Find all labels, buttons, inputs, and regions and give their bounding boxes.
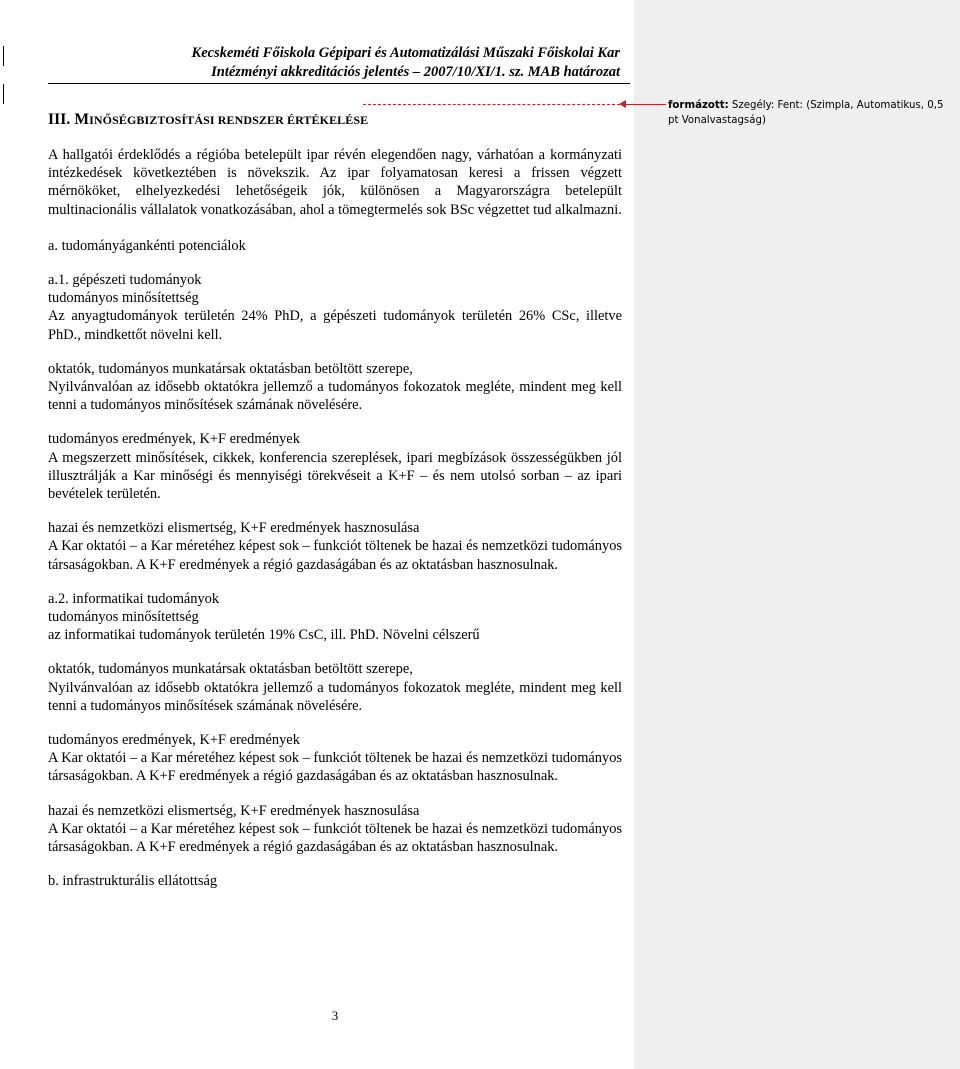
document-body [48, 146, 622, 891]
balloon-label: formázott: [668, 100, 729, 111]
section-title-text: INŐSÉGBIZTOSÍTÁSI RENDSZER ÉRTÉKELÉSE [89, 113, 369, 127]
change-bar [3, 84, 4, 104]
a2-results-text: A Kar oktatói – a Kar méretéhez képest sok – funkciót töltenek be hazai és nemzetközi tudományos társaságokban. A K+F eredmények a régió gazdaságában és az oktatásban hasznosulnak. [48, 750, 622, 785]
page-number: 3 [331, 1008, 339, 1023]
header-line-2: Intézményi akkreditációs jelentés – 2007/10/XI/1. sz. MAB határozat [211, 64, 620, 80]
section-title [48, 111, 368, 129]
a1-qualification-text: Az anyagtudományok területén 24% PhD, a gépészeti tudományok területén 26% CSc, illetve PhD., mindkettőt növelni kell. [48, 308, 622, 343]
a2-qualification-text: az informatikai tudományok területén 19% CsC, ill. PhD. Növelni célszerű [48, 627, 480, 644]
balloon-connector-line [363, 104, 625, 106]
a1-recognition-heading: hazai és nemzetközi elismertség, K+F eredmények hasznosulása [48, 520, 420, 537]
header-rule [48, 83, 630, 84]
a1-staff-heading: oktatók, tudományos munkatársak oktatásban betöltött szerepe, [48, 360, 413, 377]
a1-qualification-heading: tudományos minősítettség [48, 290, 199, 307]
balloon-connector-tail [626, 104, 666, 105]
header-line-1: Kecskeméti Főiskola Gépipari és Automatizálási Műszaki Főiskolai Kar [191, 45, 620, 61]
a1-results-heading: tudományos eredmények, K+F eredmények [48, 431, 300, 448]
a1-staff-text: Nyilvánvalóan az idősebb oktatókra jellemző a tudományos fokozatok megléte, mindent meg kell tenni a tudományos minősítések számának növelésére. [48, 379, 622, 414]
page-header [40, 44, 620, 82]
balloon-text: Szegély: Fent: (Szimpla, Automatikus, 0,5 pt Vonalvastagság) [668, 100, 944, 126]
a2-staff-text: Nyilvánvalóan az idősebb oktatókra jellemző a tudományos fokozatok megléte, mindent meg kell tenni a tudományos minősítések számának növelésére. [48, 679, 622, 714]
intro-paragraph: A hallgatói érdeklődés a régióba betelepült ipar révén elegendően nagy, várhatóan a kormányzati intézkedések következtében is növekszik. Az ipar folyamatosan keresi a frissen végzett mérnököket, elhelyezkedési lehetőségeik jók, különösen a Magyarországra betelepült multinacionális vállalatok vonatkozásában, ahol a tömegtermelés sok BSc végzettet tud alkalmazni. [48, 147, 622, 218]
section-title-initial: M [74, 111, 90, 128]
subsection-heading-a: a. tudományágankénti potenciálok [48, 237, 246, 254]
a1-results-text: A megszerzett minősítések, cikkek, konferencia szereplések, ipari megbízások összességükben jól illusztrálják a Kar minőségi és mennyiségi törekvéseit a K+F – és nem utolsó sorban – az ipari bevételek területén. [48, 449, 622, 503]
a1-recognition-text: A Kar oktatói – a Kar méretéhez képest sok – funkciót töltenek be hazai és nemzetközi tudományos társaságokban. A K+F eredmények a régió gazdaságában és az oktatásban hasznosulnak. [48, 538, 622, 573]
a2-staff-heading: oktatók, tudományos munkatársak oktatásban betöltött szerepe, [48, 661, 413, 678]
comment-balloon-pane [634, 0, 960, 1069]
subsection-heading-a1: a.1. gépészeti tudományok [48, 272, 202, 289]
a2-results-heading: tudományos eredmények, K+F eredmények [48, 732, 300, 749]
a2-recognition-text: A Kar oktatói – a Kar méretéhez képest sok – funkciót töltenek be hazai és nemzetközi tudományos társaságokban. A K+F eredmények a régió gazdaságában és az oktatásban hasznosulnak. [48, 820, 622, 856]
a2-recognition-heading: hazai és nemzetközi elismertség, K+F eredmények hasznosulása [48, 802, 420, 819]
change-bar [3, 46, 4, 66]
subsection-heading-a2: a.2. informatikai tudományok [48, 590, 220, 607]
a2-qualification-heading: tudományos minősítettség [48, 609, 199, 626]
formatting-balloon[interactable] [668, 98, 952, 128]
section-number: III. [48, 111, 75, 128]
balloon-arrow-icon [619, 100, 626, 108]
subsection-heading-b: b. infrastrukturális ellátottság [48, 873, 218, 890]
